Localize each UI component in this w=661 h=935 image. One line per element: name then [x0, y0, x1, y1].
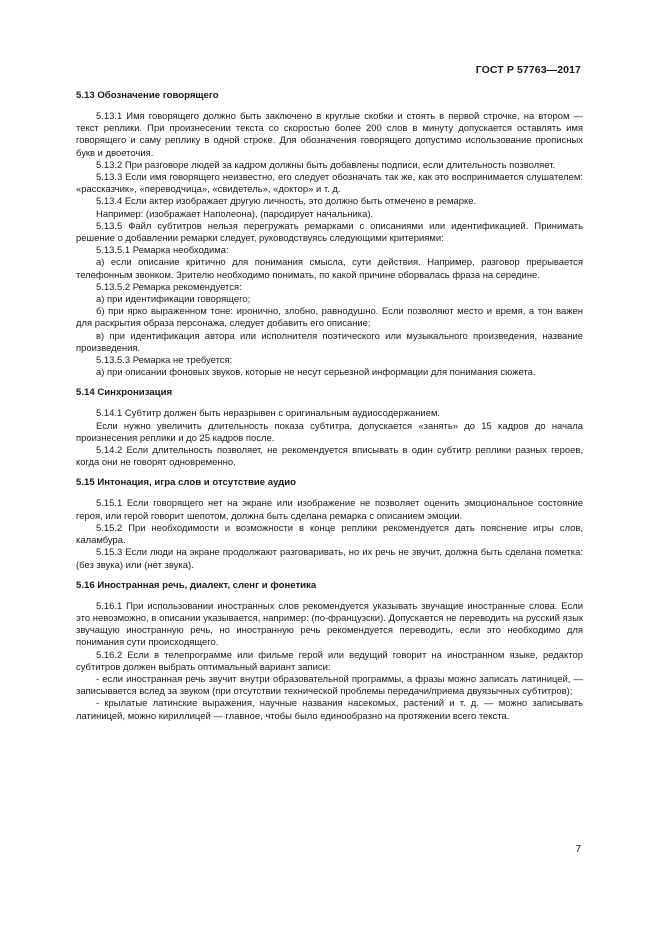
paragraph: 5.16.1 При использовании иностранных слов рекомендуется указывать звучащие иностранные слова. Если это невозможно, в описании указывается, например: (по-французски). Допускается не переводить на русский язык звучащую иностранную речь, но иностранную речь рекомендуется переводить, если это необходимо для понимания сути происходящего.: [76, 600, 583, 649]
paragraph: 5.13.5.3 Ремарка не требуется:: [96, 355, 233, 367]
paragraph: - если иностранная речь звучит внутри образовательной программы, а фразы можно записать латиницей, — записывается вслед за звуком (при отсутствии технической проблемы передачи/приема двуязычных субтитров);: [76, 673, 583, 698]
section-heading: 5.15 Интонация, игра слов и отсутствие аудио: [76, 477, 297, 489]
paragraph: - крылатые латинские выражения, научные названия насекомых, растений и т. д. — можно записывать латиницей, можно кириллицей — главное, чтобы было единообразно на протяжении всего текста.: [76, 698, 583, 722]
paragraph: 5.15.1 Если говорящего нет на экране или изображение не позволяет оценить эмоциональное состояние героя, или герой говорит шепотом, должна быть сделана ремарка с описанием эмоции.: [76, 498, 583, 522]
paragraph: а) при описании фоновых звуков, которые не несут серьезной информации для понимания сюжета.: [96, 367, 536, 379]
paragraph: 5.15.2 При необходимости и возможности в конце реплики рекомендуется дать пояснение игры слов, каламбура.: [76, 522, 583, 547]
paragraph: Если нужно увеличить длительность показа субтитра, допускается «занять» до 15 кадров до начала произнесения реплики и до 25 кадров после.: [76, 420, 583, 444]
paragraph: 5.13.5.2 Ремарка рекомендуется:: [96, 281, 242, 293]
section-heading: 5.13 Обозначение говорящего: [76, 90, 219, 101]
page-number: 7: [575, 844, 581, 855]
section-5-14: [76, 387, 583, 469]
paragraph: Например: (изображает Наполеона), (пародирует начальника).: [96, 208, 374, 220]
paragraph: 5.13.3 Если имя говорящего неизвестно, его следует обозначать так же, как это воспринимается слушателем: «рассказчик», «переводчица», «свидетель», «доктор» и т. д.: [76, 172, 583, 196]
paragraph: 5.13.2 При разговоре людей за кадром должны быть добавлены подписи, если длительность позволяет.: [96, 159, 556, 171]
paragraph: 5.15.3 Если люди на экране продолжают разговаривать, но их речь не звучит, должна быть сделана пометка: (без звука) или (нет звука).: [76, 547, 583, 571]
standard-designation: ГОСТ Р 57763—2017: [475, 64, 581, 76]
paragraph: 5.13.4 Если актер изображает другую личность, это должно быть отмечено в ремарке.: [96, 196, 477, 208]
paragraph: 5.13.5 Файл субтитров нельзя перегружать ремарками с описаниями или идентификацией. Принимать решение о добавлении ремарки следует, руководствуясь следующими критериями:: [76, 220, 583, 245]
paragraph: в) при идентификация автора или исполнителя поэтического или музыкального произведения, название произведения.: [76, 330, 583, 354]
paragraph: 5.13.1 Имя говорящего должно быть заключено в круглые скобки и стоять в первой строчке, на втором — текст реплики. При произнесении текста со скоростью более 200 слов в минуту допускается оставлять имя говорящего и саму реплику в одной строке. Для обозначения говорящего допустимо использование прописных букв и двоеточия.: [76, 111, 583, 159]
paragraph: 5.14.2 Если длительность позволяет, не рекомендуется вписывать в один субтитр реплики разных героев, когда они не говорят одновременно.: [76, 445, 583, 469]
section-heading: 5.16 Иностранная речь, диалект, сленг и фонетика: [76, 579, 317, 591]
paragraph: б) при ярко выраженном тоне: иронично, злобно, равнодушно. Если позволяют место и время, а тон важен для раскрытия образа персонажа, следует добавить его описание;: [76, 306, 583, 330]
paragraph: 5.13.5.1 Ремарка необходима:: [96, 245, 229, 257]
document-body: [76, 90, 583, 731]
paragraph: 5.14.1 Субтитр должен быть неразрывен с оригинальным аудиосодержанием.: [96, 408, 441, 420]
section-heading: 5.14 Синхронизация: [76, 387, 173, 399]
paragraph: а) при идентификации говорящего;: [96, 294, 251, 306]
section-5-15: [76, 477, 583, 571]
section-5-16: [76, 580, 583, 723]
section-5-13: [76, 90, 583, 379]
paragraph: 5.16.2 Если в телепрограмме или фильме герой или ведущий говорит на иностранном языке, редактор субтитров должен выбрать оптимальный вариант записи:: [76, 649, 583, 673]
paragraph: а) если описание критично для понимания смысла, сути действия. Например, разговор прерывается телефонным звонком. Зрителю необходимо понимать, по какой причине оборвалась фраза на середине.: [76, 257, 583, 281]
